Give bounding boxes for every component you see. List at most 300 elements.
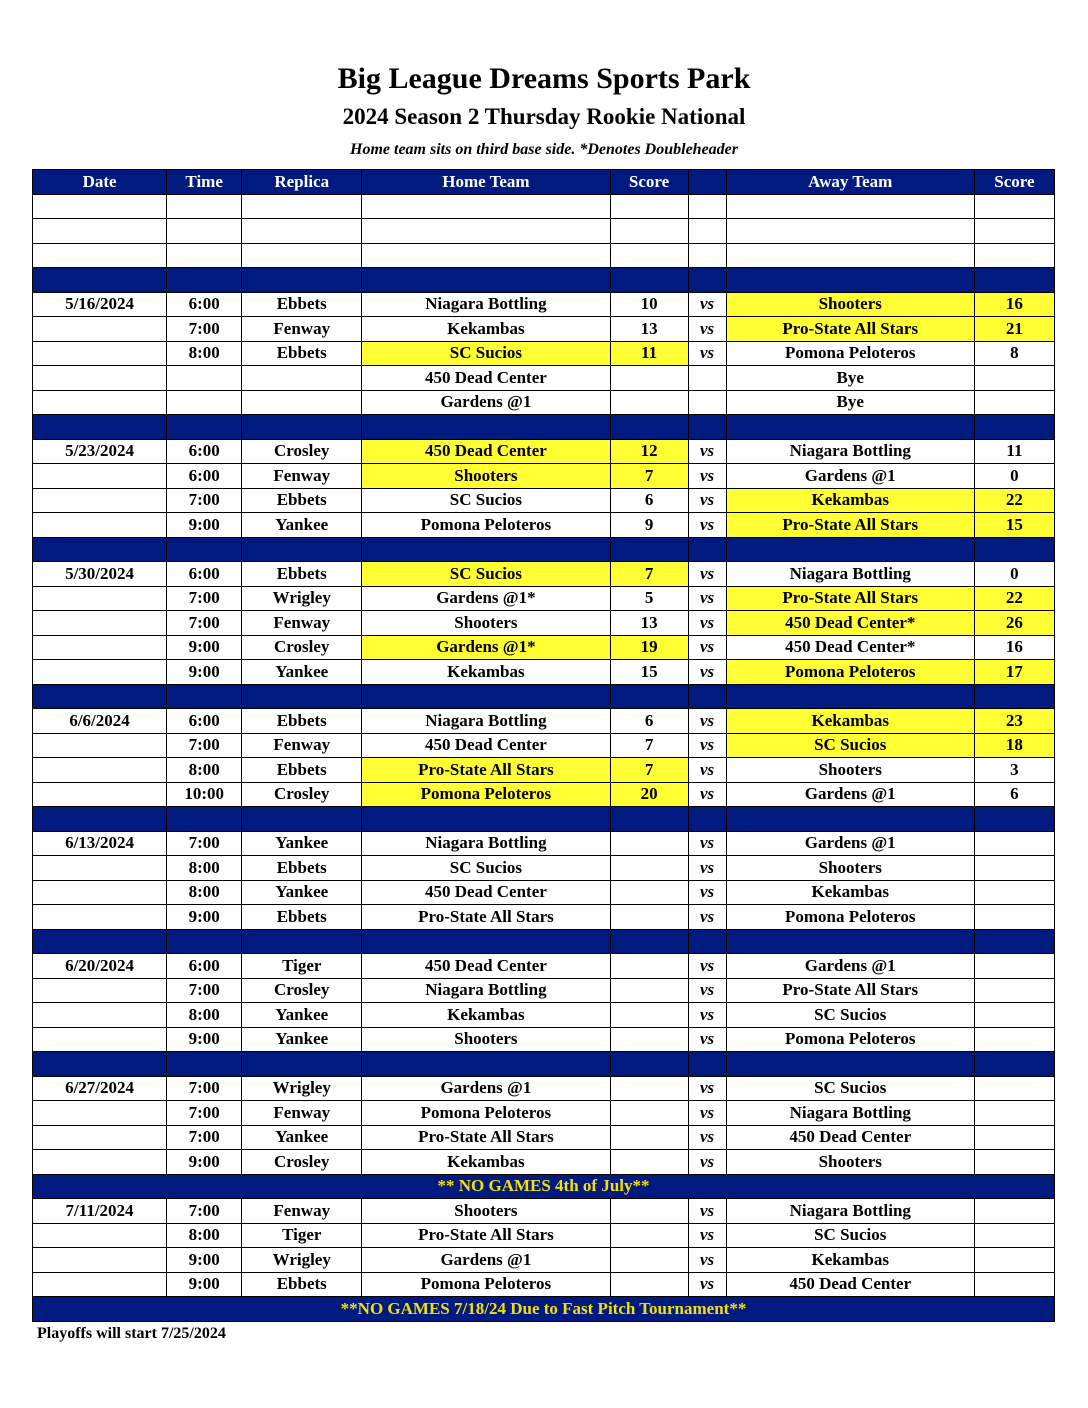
game-row bbox=[33, 464, 1055, 489]
away-score-cell bbox=[974, 856, 1054, 881]
home-team-cell: SC Sucios bbox=[362, 488, 610, 513]
replica-cell: Crosley bbox=[242, 782, 362, 807]
away-team-cell: Bye bbox=[726, 366, 974, 391]
time-cell bbox=[167, 366, 242, 391]
home-team-cell: Shooters bbox=[362, 464, 610, 489]
empty-cell bbox=[688, 807, 726, 832]
empty-cell bbox=[167, 219, 242, 244]
empty-cell bbox=[726, 807, 974, 832]
time-cell: 8:00 bbox=[167, 880, 242, 905]
game-row bbox=[33, 488, 1055, 513]
home-score-cell: 9 bbox=[610, 513, 688, 538]
away-team-cell: Gardens @1 bbox=[726, 782, 974, 807]
date-cell: 5/23/2024 bbox=[33, 439, 167, 464]
date-cell: 6/6/2024 bbox=[33, 709, 167, 734]
home-score-cell bbox=[610, 831, 688, 856]
empty-cell bbox=[974, 243, 1054, 268]
replica-cell: Fenway bbox=[242, 1101, 362, 1126]
date-cell bbox=[33, 513, 167, 538]
game-row bbox=[33, 366, 1055, 391]
empty-cell bbox=[33, 1052, 167, 1077]
home-team-cell: Gardens @1* bbox=[362, 586, 610, 611]
away-team-cell: Pomona Peloteros bbox=[726, 341, 974, 366]
game-row bbox=[33, 1076, 1055, 1101]
time-cell: 6:00 bbox=[167, 562, 242, 587]
empty-cell bbox=[610, 219, 688, 244]
away-score-cell bbox=[974, 831, 1054, 856]
empty-cell bbox=[688, 1052, 726, 1077]
week-separator-row bbox=[33, 415, 1055, 440]
empty-cell bbox=[688, 268, 726, 293]
vs-cell: vs bbox=[688, 1248, 726, 1273]
home-team-cell: Pomona Peloteros bbox=[362, 782, 610, 807]
date-cell bbox=[33, 660, 167, 685]
replica-cell: Ebbets bbox=[242, 856, 362, 881]
away-team-cell: Shooters bbox=[726, 1150, 974, 1175]
home-team-cell: Pomona Peloteros bbox=[362, 513, 610, 538]
empty-cell bbox=[726, 537, 974, 562]
time-cell: 7:00 bbox=[167, 488, 242, 513]
away-team-cell: Pro-State All Stars bbox=[726, 978, 974, 1003]
schedule-note: Home team sits on third base side. *Denotes Doubleheader bbox=[350, 141, 738, 158]
empty-cell bbox=[610, 1052, 688, 1077]
col-header-time: Time bbox=[167, 170, 242, 195]
replica-cell: Ebbets bbox=[242, 758, 362, 783]
week-separator-row bbox=[33, 929, 1055, 954]
time-cell: 9:00 bbox=[167, 1248, 242, 1273]
col-header-away-score: Score bbox=[974, 170, 1054, 195]
away-score-cell bbox=[974, 1027, 1054, 1052]
page-subtitle: 2024 Season 2 Thursday Rookie National bbox=[342, 104, 746, 129]
home-score-cell: 11 bbox=[610, 341, 688, 366]
game-row bbox=[33, 439, 1055, 464]
vs-cell: vs bbox=[688, 782, 726, 807]
game-row bbox=[33, 317, 1055, 342]
away-score-cell bbox=[974, 1272, 1054, 1297]
date-cell bbox=[33, 905, 167, 930]
game-row bbox=[33, 856, 1055, 881]
empty-cell bbox=[688, 684, 726, 709]
empty-cell bbox=[33, 415, 167, 440]
empty-cell bbox=[242, 807, 362, 832]
vs-cell: vs bbox=[688, 831, 726, 856]
home-score-cell bbox=[610, 366, 688, 391]
col-header-vs bbox=[688, 170, 726, 195]
vs-cell: vs bbox=[688, 954, 726, 979]
away-team-cell: Kekambas bbox=[726, 1248, 974, 1273]
away-team-cell: Pro-State All Stars bbox=[726, 317, 974, 342]
vs-cell: vs bbox=[688, 1199, 726, 1224]
date-cell bbox=[33, 1223, 167, 1248]
empty-cell bbox=[974, 1052, 1054, 1077]
away-score-cell: 21 bbox=[974, 317, 1054, 342]
replica-cell: Crosley bbox=[242, 635, 362, 660]
away-score-cell: 15 bbox=[974, 513, 1054, 538]
week-separator-row bbox=[33, 537, 1055, 562]
home-team-cell: Pro-State All Stars bbox=[362, 1223, 610, 1248]
date-cell bbox=[33, 488, 167, 513]
game-row bbox=[33, 1248, 1055, 1273]
replica-cell: Fenway bbox=[242, 464, 362, 489]
empty-cell bbox=[974, 537, 1054, 562]
vs-cell: vs bbox=[688, 635, 726, 660]
game-row bbox=[33, 390, 1055, 415]
empty-cell bbox=[726, 194, 974, 219]
empty-cell bbox=[688, 537, 726, 562]
game-row bbox=[33, 611, 1055, 636]
home-team-cell: Gardens @1 bbox=[362, 390, 610, 415]
empty-cell bbox=[688, 219, 726, 244]
home-score-cell: 5 bbox=[610, 586, 688, 611]
date-cell: 5/30/2024 bbox=[33, 562, 167, 587]
time-cell: 6:00 bbox=[167, 954, 242, 979]
date-cell bbox=[33, 733, 167, 758]
empty-cell bbox=[242, 194, 362, 219]
replica-cell: Yankee bbox=[242, 831, 362, 856]
replica-cell: Ebbets bbox=[242, 488, 362, 513]
empty-cell bbox=[362, 415, 610, 440]
away-score-cell bbox=[974, 954, 1054, 979]
empty-cell bbox=[167, 537, 242, 562]
away-score-cell bbox=[974, 366, 1054, 391]
vs-cell: vs bbox=[688, 1125, 726, 1150]
date-cell: 6/20/2024 bbox=[33, 954, 167, 979]
away-score-cell bbox=[974, 1125, 1054, 1150]
replica-cell: Ebbets bbox=[242, 292, 362, 317]
empty-cell bbox=[242, 1052, 362, 1077]
empty-cell bbox=[974, 684, 1054, 709]
date-cell bbox=[33, 1150, 167, 1175]
empty-cell bbox=[726, 684, 974, 709]
game-row bbox=[33, 1272, 1055, 1297]
time-cell: 8:00 bbox=[167, 1223, 242, 1248]
empty-cell bbox=[242, 219, 362, 244]
replica-cell: Ebbets bbox=[242, 709, 362, 734]
replica-cell: Fenway bbox=[242, 611, 362, 636]
home-team-cell: Kekambas bbox=[362, 317, 610, 342]
home-team-cell: Niagara Bottling bbox=[362, 292, 610, 317]
vs-cell: vs bbox=[688, 341, 726, 366]
away-team-cell: Niagara Bottling bbox=[726, 1199, 974, 1224]
home-team-cell: 450 Dead Center bbox=[362, 366, 610, 391]
game-row bbox=[33, 562, 1055, 587]
replica-cell: Yankee bbox=[242, 1125, 362, 1150]
home-score-cell: 7 bbox=[610, 733, 688, 758]
away-score-cell: 26 bbox=[974, 611, 1054, 636]
empty-cell bbox=[362, 219, 610, 244]
replica-cell: Crosley bbox=[242, 978, 362, 1003]
away-team-cell: Gardens @1 bbox=[726, 831, 974, 856]
home-team-cell: 450 Dead Center bbox=[362, 880, 610, 905]
empty-cell bbox=[167, 807, 242, 832]
empty-cell bbox=[167, 268, 242, 293]
blank-row bbox=[33, 243, 1055, 268]
replica-cell: Yankee bbox=[242, 1003, 362, 1028]
home-team-cell: Pro-State All Stars bbox=[362, 758, 610, 783]
vs-cell: vs bbox=[688, 562, 726, 587]
game-row bbox=[33, 709, 1055, 734]
away-score-cell bbox=[974, 1223, 1054, 1248]
time-cell: 9:00 bbox=[167, 1150, 242, 1175]
away-score-cell bbox=[974, 1199, 1054, 1224]
empty-cell bbox=[726, 268, 974, 293]
time-cell: 7:00 bbox=[167, 978, 242, 1003]
away-team-cell: Kekambas bbox=[726, 709, 974, 734]
vs-cell: vs bbox=[688, 586, 726, 611]
home-score-cell bbox=[610, 856, 688, 881]
home-score-cell bbox=[610, 1076, 688, 1101]
col-header-home-team: Home Team bbox=[362, 170, 610, 195]
game-row bbox=[33, 292, 1055, 317]
playoffs-note: Playoffs will start 7/25/2024 bbox=[37, 1325, 226, 1342]
vs-cell: vs bbox=[688, 905, 726, 930]
empty-cell bbox=[33, 684, 167, 709]
away-team-cell: SC Sucios bbox=[726, 1223, 974, 1248]
away-score-cell: 18 bbox=[974, 733, 1054, 758]
game-row bbox=[33, 978, 1055, 1003]
empty-cell bbox=[726, 1052, 974, 1077]
date-cell: 6/13/2024 bbox=[33, 831, 167, 856]
home-team-cell: Gardens @1 bbox=[362, 1248, 610, 1273]
home-score-cell: 13 bbox=[610, 611, 688, 636]
empty-cell bbox=[610, 415, 688, 440]
time-cell: 9:00 bbox=[167, 660, 242, 685]
away-team-cell: Pro-State All Stars bbox=[726, 586, 974, 611]
game-row bbox=[33, 660, 1055, 685]
time-cell: 8:00 bbox=[167, 341, 242, 366]
away-score-cell: 16 bbox=[974, 292, 1054, 317]
vs-cell bbox=[688, 366, 726, 391]
home-team-cell: Kekambas bbox=[362, 660, 610, 685]
blank-row bbox=[33, 194, 1055, 219]
home-score-cell: 7 bbox=[610, 464, 688, 489]
date-cell bbox=[33, 635, 167, 660]
empty-cell bbox=[974, 194, 1054, 219]
empty-cell bbox=[974, 807, 1054, 832]
game-row bbox=[33, 1101, 1055, 1126]
time-cell: 7:00 bbox=[167, 1199, 242, 1224]
time-cell bbox=[167, 390, 242, 415]
game-row bbox=[33, 341, 1055, 366]
replica-cell: Fenway bbox=[242, 733, 362, 758]
time-cell: 9:00 bbox=[167, 1027, 242, 1052]
replica-cell: Crosley bbox=[242, 439, 362, 464]
away-team-cell: Shooters bbox=[726, 758, 974, 783]
empty-cell bbox=[167, 684, 242, 709]
replica-cell: Tiger bbox=[242, 954, 362, 979]
home-score-cell bbox=[610, 1199, 688, 1224]
date-cell bbox=[33, 1027, 167, 1052]
vs-cell: vs bbox=[688, 733, 726, 758]
home-team-cell: SC Sucios bbox=[362, 341, 610, 366]
empty-cell bbox=[362, 1052, 610, 1077]
schedule-body bbox=[33, 194, 1055, 1321]
away-team-cell: Niagara Bottling bbox=[726, 439, 974, 464]
home-team-cell: SC Sucios bbox=[362, 856, 610, 881]
empty-cell bbox=[726, 929, 974, 954]
game-row bbox=[33, 513, 1055, 538]
time-cell: 9:00 bbox=[167, 1272, 242, 1297]
home-team-cell: Kekambas bbox=[362, 1150, 610, 1175]
date-cell bbox=[33, 978, 167, 1003]
home-score-cell bbox=[610, 880, 688, 905]
date-cell bbox=[33, 1248, 167, 1273]
page-title: Big League Dreams Sports Park bbox=[337, 62, 751, 95]
time-cell: 6:00 bbox=[167, 439, 242, 464]
home-score-cell bbox=[610, 978, 688, 1003]
time-cell: 6:00 bbox=[167, 292, 242, 317]
replica-cell: Ebbets bbox=[242, 905, 362, 930]
col-header-away-team: Away Team bbox=[726, 170, 974, 195]
home-score-cell: 7 bbox=[610, 562, 688, 587]
home-score-cell bbox=[610, 1223, 688, 1248]
game-row bbox=[33, 1199, 1055, 1224]
time-cell: 9:00 bbox=[167, 635, 242, 660]
vs-cell: vs bbox=[688, 1272, 726, 1297]
date-cell: 6/27/2024 bbox=[33, 1076, 167, 1101]
home-team-cell: Pro-State All Stars bbox=[362, 905, 610, 930]
away-team-cell: Pomona Peloteros bbox=[726, 905, 974, 930]
time-cell: 7:00 bbox=[167, 1101, 242, 1126]
away-team-cell: SC Sucios bbox=[726, 1076, 974, 1101]
replica-cell: Ebbets bbox=[242, 562, 362, 587]
vs-cell bbox=[688, 390, 726, 415]
col-header-home-score: Score bbox=[610, 170, 688, 195]
game-row bbox=[33, 954, 1055, 979]
date-cell bbox=[33, 1101, 167, 1126]
home-team-cell: Gardens @1 bbox=[362, 1076, 610, 1101]
away-score-cell bbox=[974, 978, 1054, 1003]
date-cell: 5/16/2024 bbox=[33, 292, 167, 317]
time-cell: 6:00 bbox=[167, 709, 242, 734]
vs-cell: vs bbox=[688, 292, 726, 317]
away-team-cell: Gardens @1 bbox=[726, 954, 974, 979]
home-team-cell: Pomona Peloteros bbox=[362, 1272, 610, 1297]
vs-cell: vs bbox=[688, 856, 726, 881]
vs-cell: vs bbox=[688, 464, 726, 489]
replica-cell: Tiger bbox=[242, 1223, 362, 1248]
empty-cell bbox=[242, 268, 362, 293]
away-team-cell: Pomona Peloteros bbox=[726, 1027, 974, 1052]
home-team-cell: Shooters bbox=[362, 611, 610, 636]
empty-cell bbox=[726, 219, 974, 244]
empty-cell bbox=[33, 807, 167, 832]
away-score-cell: 0 bbox=[974, 562, 1054, 587]
home-score-cell: 10 bbox=[610, 292, 688, 317]
home-score-cell bbox=[610, 390, 688, 415]
replica-cell: Wrigley bbox=[242, 1248, 362, 1273]
empty-cell bbox=[974, 415, 1054, 440]
date-cell bbox=[33, 341, 167, 366]
home-score-cell: 19 bbox=[610, 635, 688, 660]
away-team-cell: Shooters bbox=[726, 292, 974, 317]
week-separator-row bbox=[33, 1052, 1055, 1077]
vs-cell: vs bbox=[688, 709, 726, 734]
game-row bbox=[33, 635, 1055, 660]
away-score-cell bbox=[974, 880, 1054, 905]
away-score-cell: 22 bbox=[974, 586, 1054, 611]
away-team-cell: 450 Dead Center* bbox=[726, 635, 974, 660]
empty-cell bbox=[362, 268, 610, 293]
home-score-cell bbox=[610, 1101, 688, 1126]
date-cell bbox=[33, 758, 167, 783]
game-row bbox=[33, 733, 1055, 758]
home-score-cell bbox=[610, 1272, 688, 1297]
vs-cell: vs bbox=[688, 1223, 726, 1248]
away-team-cell: Kekambas bbox=[726, 880, 974, 905]
empty-cell bbox=[167, 929, 242, 954]
header-row bbox=[33, 170, 1055, 195]
away-team-cell: Gardens @1 bbox=[726, 464, 974, 489]
home-team-cell: 450 Dead Center bbox=[362, 954, 610, 979]
vs-cell: vs bbox=[688, 1003, 726, 1028]
home-score-cell bbox=[610, 1248, 688, 1273]
away-score-cell: 17 bbox=[974, 660, 1054, 685]
home-team-cell: SC Sucios bbox=[362, 562, 610, 587]
away-score-cell: 16 bbox=[974, 635, 1054, 660]
game-row bbox=[33, 831, 1055, 856]
empty-cell bbox=[167, 194, 242, 219]
time-cell: 9:00 bbox=[167, 905, 242, 930]
replica-cell: Crosley bbox=[242, 1150, 362, 1175]
home-team-cell: 450 Dead Center bbox=[362, 733, 610, 758]
home-team-cell: Shooters bbox=[362, 1199, 610, 1224]
date-cell: 7/11/2024 bbox=[33, 1199, 167, 1224]
empty-cell bbox=[242, 415, 362, 440]
away-score-cell: 23 bbox=[974, 709, 1054, 734]
empty-cell bbox=[167, 243, 242, 268]
away-team-cell: 450 Dead Center bbox=[726, 1125, 974, 1150]
home-team-cell: Niagara Bottling bbox=[362, 709, 610, 734]
home-team-cell: Shooters bbox=[362, 1027, 610, 1052]
home-team-cell: Gardens @1* bbox=[362, 635, 610, 660]
notice-text: **NO GAMES 7/18/24 Due to Fast Pitch Tournament** bbox=[33, 1297, 1055, 1322]
date-cell bbox=[33, 782, 167, 807]
notice-text: ** NO GAMES 4th of July** bbox=[33, 1174, 1055, 1199]
vs-cell: vs bbox=[688, 611, 726, 636]
game-row bbox=[33, 586, 1055, 611]
empty-cell bbox=[167, 1052, 242, 1077]
empty-cell bbox=[688, 415, 726, 440]
empty-cell bbox=[610, 929, 688, 954]
away-score-cell bbox=[974, 1248, 1054, 1273]
time-cell: 7:00 bbox=[167, 831, 242, 856]
vs-cell: vs bbox=[688, 317, 726, 342]
vs-cell: vs bbox=[688, 1027, 726, 1052]
empty-cell bbox=[33, 929, 167, 954]
game-row bbox=[33, 905, 1055, 930]
away-score-cell bbox=[974, 905, 1054, 930]
empty-cell bbox=[33, 537, 167, 562]
home-team-cell: Niagara Bottling bbox=[362, 831, 610, 856]
game-row bbox=[33, 1027, 1055, 1052]
replica-cell: Yankee bbox=[242, 880, 362, 905]
date-cell bbox=[33, 366, 167, 391]
date-cell bbox=[33, 1272, 167, 1297]
time-cell: 7:00 bbox=[167, 586, 242, 611]
empty-cell bbox=[974, 929, 1054, 954]
home-score-cell: 6 bbox=[610, 709, 688, 734]
game-row bbox=[33, 1125, 1055, 1150]
home-score-cell: 6 bbox=[610, 488, 688, 513]
time-cell: 9:00 bbox=[167, 513, 242, 538]
empty-cell bbox=[610, 268, 688, 293]
date-cell bbox=[33, 586, 167, 611]
date-cell bbox=[33, 611, 167, 636]
game-row bbox=[33, 782, 1055, 807]
away-team-cell: 450 Dead Center* bbox=[726, 611, 974, 636]
away-score-cell bbox=[974, 1003, 1054, 1028]
